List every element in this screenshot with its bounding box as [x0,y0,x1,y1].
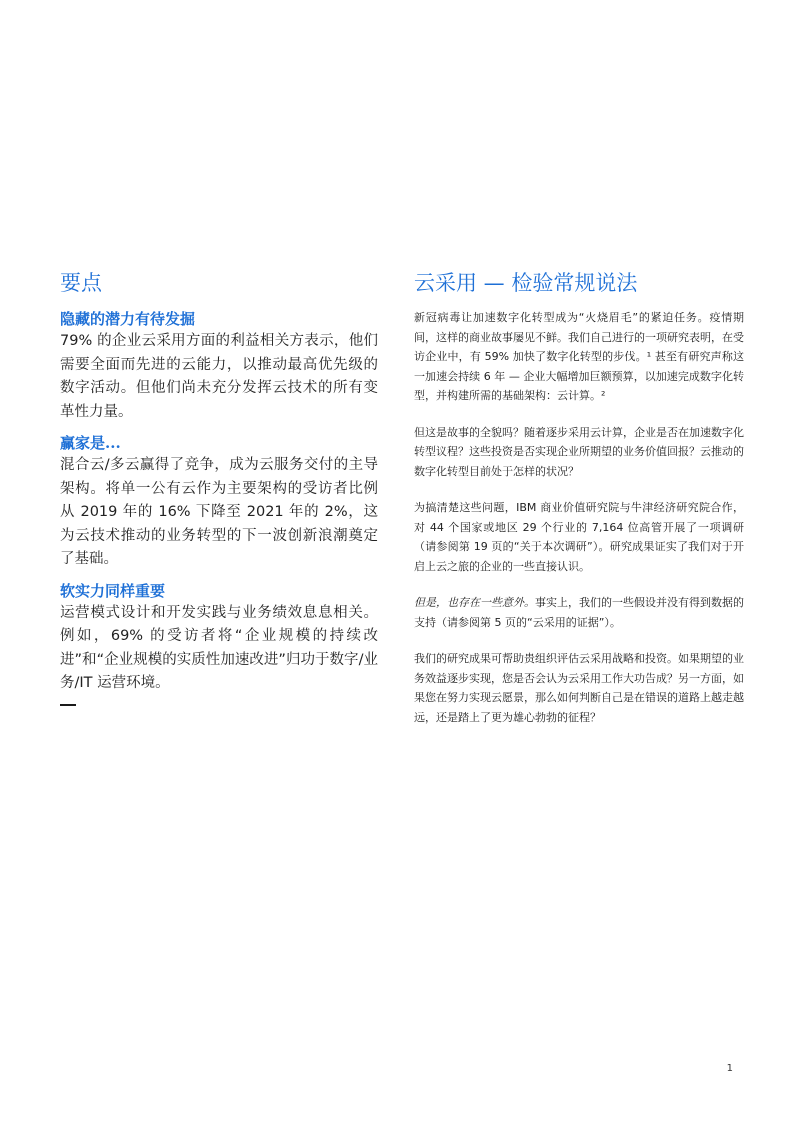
paragraph-3: 为搞清楚这些问题，IBM 商业价值研究院与牛津经济研究院合作，对 44 个国家或地区 29 个行业的 7,164 位高管开展了一项调研（请参阅第 19 页的“关于本次调研”）。研究成果证实了我们对于开启上云之旅的企业的一些直接认识。 [414,501,744,573]
paragraph-5: 我们的研究成果可帮助贵组织评估云采用战略和投资。如果期望的业务效益逐步实现，您是否会认为云采用工作大功告成？另一方面，如果您在努力实现云愿景，那么如何判断自己是在错误的道路上越走越远，还是踏上了更为雄心勃勃的征程？ [414,652,744,724]
cloud-adoption-title: 云采用 — 检验常规说法 [414,271,638,295]
soft-power-body: 运营模式设计和开发实践与业务绩效息息相关。例如，69% 的受访者将“企业规模的持续改进”和“企业规模的实质性加速改进”归功于数字/业务/IT 运营环境。 [60,604,378,691]
soft-power-heading: 软实力同样重要 [60,581,166,600]
key-points-column [60,268,378,706]
key-points-title: 要点 [60,271,102,295]
paragraph-2: 但这是故事的全貌吗？随着逐步采用云计算，企业是否在加速数字化转型议程？这些投资是否实现企业所期望的业务价值回报？云推动的数字化转型目前处于怎样的状况？ [414,425,744,478]
section-end-dash [60,704,76,706]
winner-heading: 赢家是... [60,434,121,452]
paragraph-4 [414,593,744,632]
hidden-potential-heading: 隐藏的潜力有待发掘 [60,310,196,328]
cloud-adoption-column [414,268,744,744]
hidden-potential-body: 79% 的企业云采用方面的利益相关方表示，他们需要全面而先进的云能力，以推动最高优先级的数字活动。但他们尚未充分发挥云技术的所有变革性力量。 [60,333,378,420]
winner-body: 混合云/多云赢得了竞争，成为云服务交付的主导架构。将单一公有云作为主要架构的受访者比例从 2019 年的 16% 下降至 2021 年的 2%，这为云技术推动的业务转型的下一波创新浪潮奠定了基础。 [60,457,378,567]
paragraph-1: 新冠病毒让加速数字化转型成为“火烧眉毛”的紧迫任务。疫情期间，这样的商业故事屡见不鲜。我们自己进行的一项研究表明，在受访企业中，有 59% 加快了数字化转型的步伐。¹ 甚至有研究声称这一加速会持续 6 年 — 企业大幅增加巨额预算，以加速完成数字化转型，并构建所需的基础架构：云计算。² [414,311,744,402]
paragraph-4-italic: 但是，也存在一些意外。 [414,596,535,609]
page-number: 1 [726,1063,733,1074]
paragraph-4-rest: 事实上，我们的一些假设并没有得到数据的支持（请参阅第 5 页的“云采用的证据”）。 [414,596,744,629]
